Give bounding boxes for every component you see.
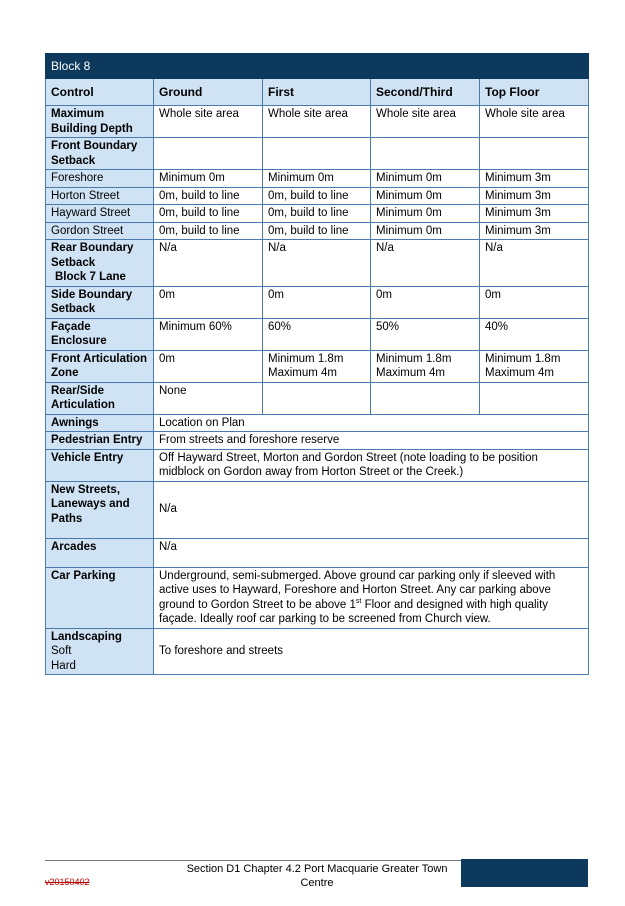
table-cell: 40%	[480, 318, 589, 350]
table-cell	[371, 382, 480, 414]
table-cell: N/a	[263, 240, 371, 287]
table-cell: Minimum 3m	[480, 187, 589, 205]
footer-divider	[45, 860, 461, 861]
row-sublabel-soft: Soft	[51, 645, 72, 657]
table-cell: 0m, build to line	[263, 205, 371, 223]
table-cell: N/a	[154, 538, 589, 567]
table-cell	[263, 382, 371, 414]
table-cell: Whole site area	[371, 106, 480, 138]
row-label: New Streets, Laneways and Paths	[46, 481, 154, 538]
table-cell	[480, 382, 589, 414]
table-cell: N/a	[480, 240, 589, 287]
table-row	[46, 432, 589, 450]
table-cell: Minimum 3m	[480, 170, 589, 188]
table-cell	[371, 138, 480, 170]
table-cell: N/a	[154, 240, 263, 287]
table-cell: 0m, build to line	[263, 187, 371, 205]
row-label: Horton Street	[46, 187, 154, 205]
table-cell: Whole site area	[480, 106, 589, 138]
table-cell: Minimum 0m	[371, 205, 480, 223]
row-label: Maximum Building Depth	[46, 106, 154, 138]
row-label: Front Articulation Zone	[46, 350, 154, 382]
row-label: Awnings	[46, 414, 154, 432]
row-label: Hayward Street	[46, 205, 154, 223]
table-cell: 0m	[154, 350, 263, 382]
table-row	[46, 538, 589, 567]
table-cell: Minimum 0m	[371, 222, 480, 240]
table-row	[46, 382, 589, 414]
table-cell: N/a	[154, 481, 589, 538]
header-ground: Ground	[154, 79, 263, 106]
row-label	[46, 628, 154, 675]
table-cell: From streets and foreshore reserve	[154, 432, 589, 450]
row-label: Front Boundary Setback	[46, 138, 154, 170]
table-row	[46, 205, 589, 223]
table-cell: Minimum 1.8m Maximum 4m	[263, 350, 371, 382]
table-row	[46, 222, 589, 240]
table-row	[46, 567, 589, 628]
table-cell	[263, 138, 371, 170]
table-row	[46, 106, 589, 138]
table-cell: Whole site area	[154, 106, 263, 138]
row-sublabel-hard: Hard	[51, 659, 76, 672]
superscript-st: st	[355, 597, 362, 605]
table-cell: Minimum 1.8m Maximum 4m	[371, 350, 480, 382]
table-cell: Minimum 0m	[154, 170, 263, 188]
table-cell: Minimum 3m	[480, 205, 589, 223]
table-cell: 0m, build to line	[154, 205, 263, 223]
table-row	[46, 170, 589, 188]
header-first: First	[263, 79, 371, 106]
table-cell: N/a	[371, 240, 480, 287]
table-cell: 0m, build to line	[154, 187, 263, 205]
table-cell: None	[154, 382, 263, 414]
table-cell	[154, 138, 263, 170]
row-label-main: Landscaping	[51, 630, 122, 643]
table-cell: 0m, build to line	[263, 222, 371, 240]
table-row	[46, 350, 589, 382]
header-second-third: Second/Third	[371, 79, 480, 106]
table-row	[46, 240, 589, 287]
row-label: Rear/Side Articulation	[46, 382, 154, 414]
table-cell: 50%	[371, 318, 480, 350]
row-label	[46, 240, 154, 287]
table-row	[46, 414, 589, 432]
table-row	[46, 138, 589, 170]
table-header-row	[46, 79, 589, 106]
table-cell: Off Hayward Street, Morton and Gordon Street (note loading to be position midblock on Gordon away from Horton Street or the Creek.)	[154, 449, 589, 481]
row-label-main: Rear Boundary Setback	[51, 242, 134, 269]
block-8-controls-table	[45, 53, 589, 675]
row-label: Car Parking	[46, 567, 154, 628]
table-row	[46, 318, 589, 350]
table-cell: Whole site area	[263, 106, 371, 138]
table-cell: Minimum 0m	[371, 170, 480, 188]
table-row	[46, 628, 589, 675]
row-label: Foreshore	[46, 170, 154, 188]
table-row	[46, 187, 589, 205]
table-row	[46, 449, 589, 481]
footer-color-block	[461, 859, 588, 887]
header-top-floor: Top Floor	[480, 79, 589, 106]
version-stamp: v20150402	[45, 877, 90, 887]
table-row	[46, 286, 589, 318]
row-label: Pedestrian Entry	[46, 432, 154, 450]
car-parking-text: Underground, semi-submerged. Above ground car parking only if sleeved with active uses to Hayward, Foreshore and Horton Street. Any car parking above ground to Gordon Street to be above 1	[159, 569, 556, 611]
table-cell: Minimum 0m	[371, 187, 480, 205]
table-cell: Minimum 3m	[480, 222, 589, 240]
row-label: Gordon Street	[46, 222, 154, 240]
table-title-row	[46, 54, 589, 79]
table-cell: 0m	[480, 286, 589, 318]
row-label: Façade Enclosure	[46, 318, 154, 350]
table-cell: 0m	[371, 286, 480, 318]
table-cell	[480, 138, 589, 170]
table-cell: Location on Plan	[154, 414, 589, 432]
footer-section-title: Section D1 Chapter 4.2 Port Macquarie Greater Town Centre	[186, 863, 448, 889]
table-cell: To foreshore and streets	[154, 628, 589, 675]
table-row	[46, 481, 589, 538]
car-parking-text-cont: Floor and designed with high quality façade. Ideally roof car parking to be screened from Church view.	[159, 598, 549, 625]
table-cell: 0m	[154, 286, 263, 318]
table-cell: Minimum 1.8m Maximum 4m	[480, 350, 589, 382]
row-label: Arcades	[46, 538, 154, 567]
table-cell: 0m	[263, 286, 371, 318]
row-label: Vehicle Entry	[46, 449, 154, 481]
table-title: Block 8	[46, 54, 589, 79]
row-sublabel: Block 7 Lane	[55, 271, 126, 283]
table-cell: 60%	[263, 318, 371, 350]
table-cell: Minimum 60%	[154, 318, 263, 350]
table-cell: Minimum 0m	[263, 170, 371, 188]
table-cell	[154, 567, 589, 628]
table-cell: 0m, build to line	[154, 222, 263, 240]
row-label: Side Boundary Setback	[46, 286, 154, 318]
header-control: Control	[46, 79, 154, 106]
